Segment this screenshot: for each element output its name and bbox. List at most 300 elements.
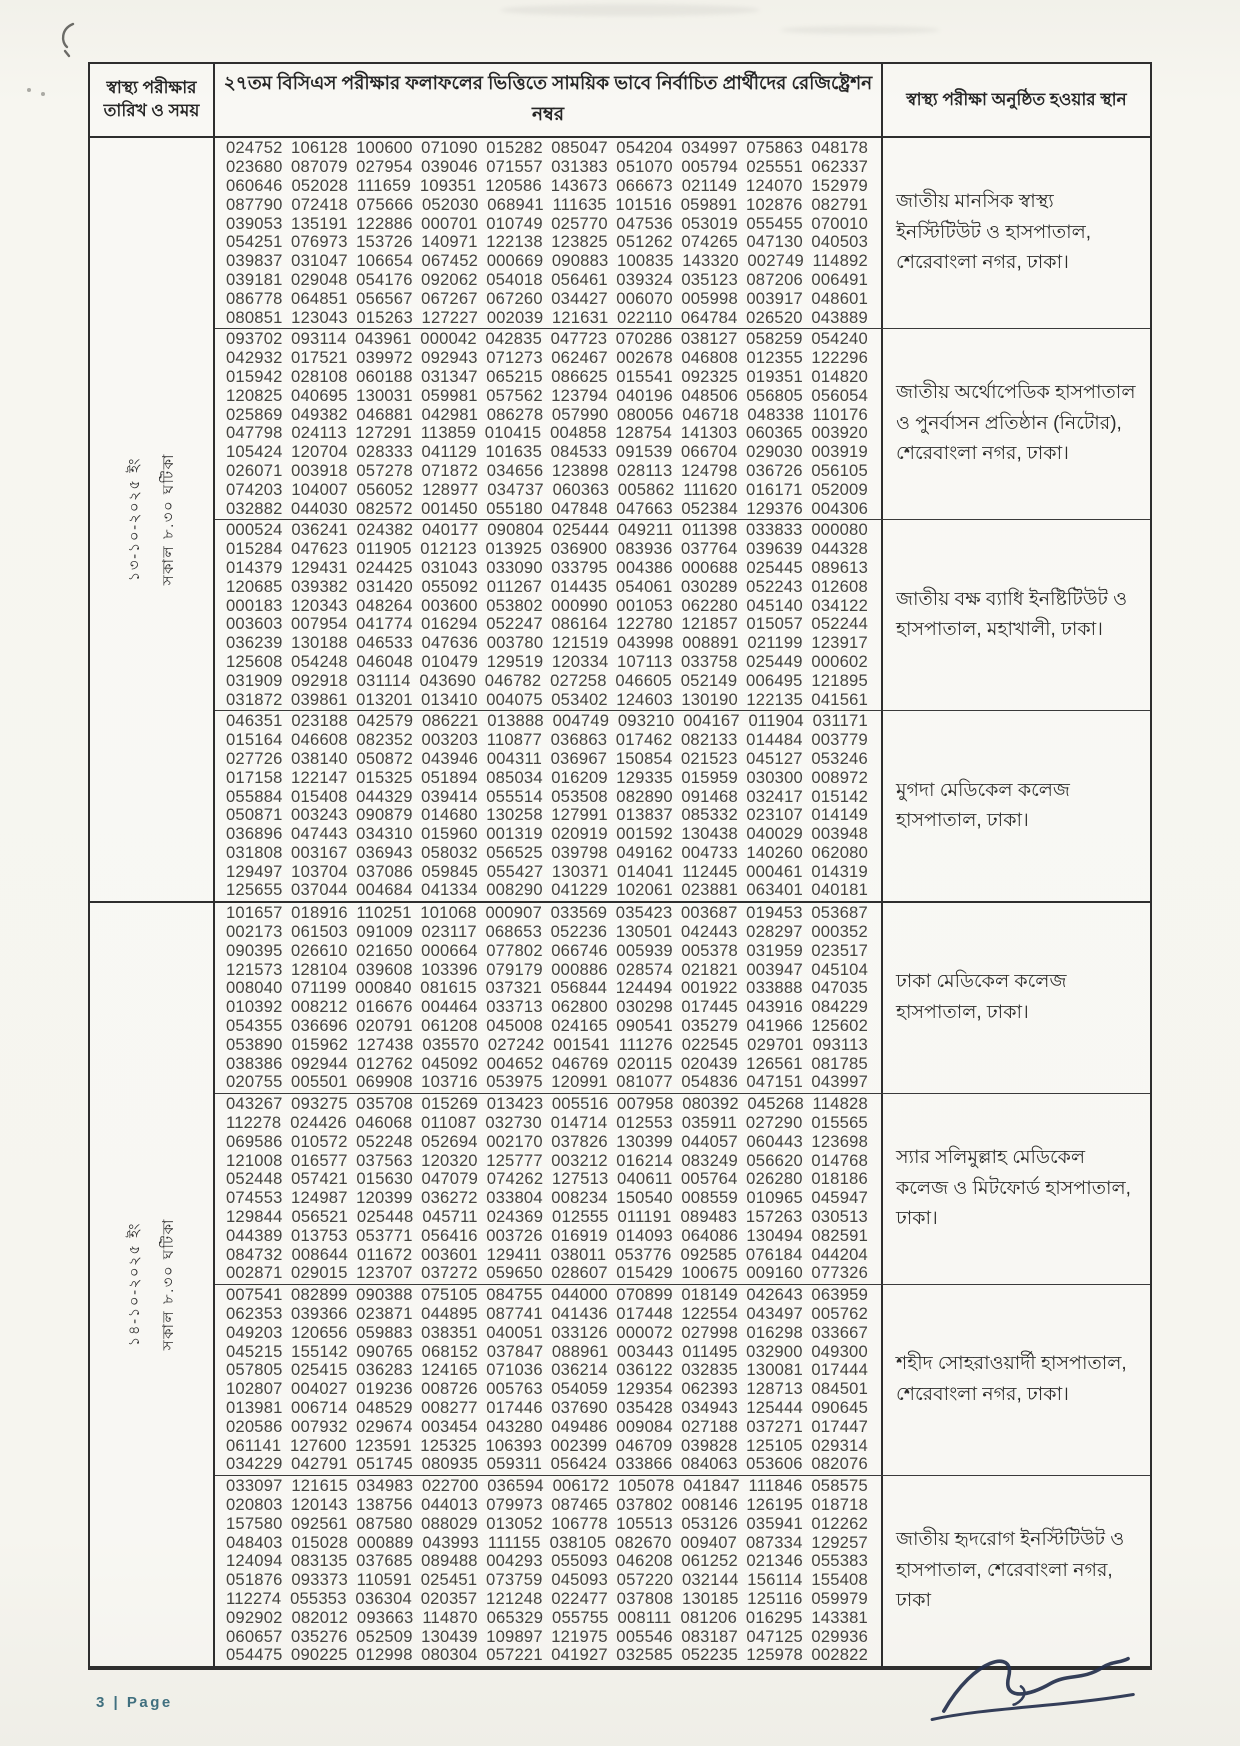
registration-number: 047636 bbox=[421, 633, 479, 653]
registration-number: 016295 bbox=[745, 1607, 803, 1627]
number-row bbox=[215, 1380, 881, 1399]
registration-number: 014093 bbox=[616, 1225, 673, 1245]
number-row bbox=[215, 1477, 881, 1496]
registration-number: 060188 bbox=[356, 366, 413, 386]
number-row bbox=[215, 1361, 881, 1380]
registration-number: 035428 bbox=[616, 1398, 673, 1417]
registration-number: 123825 bbox=[551, 232, 608, 252]
registration-number: 033126 bbox=[551, 1322, 608, 1342]
registration-number: 150540 bbox=[616, 1188, 673, 1208]
registration-number: 004652 bbox=[486, 1053, 544, 1073]
registration-number: 123917 bbox=[811, 633, 868, 653]
registration-number: 010479 bbox=[421, 651, 479, 671]
registration-number: 036239 bbox=[226, 633, 283, 653]
number-row bbox=[215, 1323, 881, 1342]
registration-number: 085332 bbox=[681, 805, 738, 825]
registration-number: 047798 bbox=[226, 423, 283, 443]
registration-number: 060646 bbox=[226, 176, 283, 195]
registration-number: 125105 bbox=[746, 1435, 803, 1455]
number-row bbox=[215, 540, 881, 559]
registration-number: 049203 bbox=[226, 1322, 283, 1342]
registration-number: 004684 bbox=[356, 880, 413, 900]
registration-number: 031383 bbox=[551, 157, 608, 177]
registration-number: 020803 bbox=[226, 1494, 283, 1514]
registration-number: 090765 bbox=[356, 1341, 413, 1361]
registration-number: 121573 bbox=[226, 959, 283, 979]
registration-number: 025551 bbox=[746, 157, 803, 177]
registration-number: 121008 bbox=[226, 1150, 283, 1170]
registration-numbers-grid bbox=[215, 1094, 883, 1284]
number-row bbox=[215, 1646, 881, 1665]
number-row bbox=[215, 923, 881, 942]
registration-number: 005378 bbox=[681, 940, 738, 960]
registration-number: 035276 bbox=[291, 1626, 348, 1646]
registration-number: 090645 bbox=[811, 1398, 868, 1417]
registration-number: 120991 bbox=[551, 1072, 608, 1092]
registration-number: 028607 bbox=[551, 1263, 608, 1283]
registration-number: 000042 bbox=[420, 329, 477, 349]
registration-number: 000664 bbox=[421, 940, 478, 960]
number-row bbox=[215, 139, 881, 158]
registration-number: 062800 bbox=[551, 997, 608, 1017]
registration-number: 069586 bbox=[226, 1131, 283, 1151]
registration-number: 016171 bbox=[746, 479, 803, 499]
registration-number: 092062 bbox=[421, 269, 478, 289]
registration-number: 041927 bbox=[551, 1645, 608, 1665]
registration-number: 040181 bbox=[811, 880, 868, 900]
registration-number: 129431 bbox=[291, 557, 348, 577]
registration-number: 075863 bbox=[746, 138, 803, 158]
registration-number: 020755 bbox=[226, 1072, 283, 1092]
registration-number: 003203 bbox=[421, 730, 479, 750]
registration-number: 047035 bbox=[811, 978, 868, 998]
registration-number: 055180 bbox=[486, 498, 543, 518]
registration-number: 031171 bbox=[812, 711, 868, 731]
registration-number: 041847 bbox=[683, 1476, 740, 1496]
registration-number: 090395 bbox=[226, 940, 283, 960]
registration-number: 128104 bbox=[291, 959, 348, 979]
registration-number: 046782 bbox=[484, 670, 542, 690]
registration-number: 008290 bbox=[486, 880, 543, 900]
registration-number: 036896 bbox=[226, 824, 283, 844]
registration-number: 015269 bbox=[421, 1094, 479, 1114]
registration-number: 083187 bbox=[681, 1626, 738, 1646]
registration-number: 032835 bbox=[681, 1360, 738, 1380]
registration-number: 054204 bbox=[616, 138, 673, 158]
number-row bbox=[215, 1590, 881, 1609]
registration-number: 023871 bbox=[356, 1304, 413, 1324]
registration-number: 081206 bbox=[680, 1607, 738, 1627]
registration-number: 037802 bbox=[616, 1494, 673, 1514]
registration-number: 011672 bbox=[356, 1244, 413, 1264]
registration-number: 064851 bbox=[291, 288, 348, 308]
registration-number: 030513 bbox=[811, 1207, 868, 1227]
registration-number: 040611 bbox=[617, 1169, 673, 1189]
registration-number: 005862 bbox=[617, 479, 675, 499]
number-row bbox=[215, 1189, 881, 1208]
registration-number: 033795 bbox=[551, 557, 608, 577]
registration-number: 013201 bbox=[356, 689, 413, 709]
registration-number: 101657 bbox=[226, 903, 283, 923]
registration-number: 007932 bbox=[291, 1416, 348, 1436]
registration-number: 126561 bbox=[746, 1053, 803, 1073]
registration-number: 059979 bbox=[811, 1588, 868, 1608]
registration-number: 051894 bbox=[421, 767, 478, 787]
registration-number: 002678 bbox=[616, 348, 673, 368]
registration-number: 003600 bbox=[421, 595, 478, 615]
registration-number: 046808 bbox=[681, 348, 738, 368]
registration-number: 031872 bbox=[226, 689, 283, 709]
registration-number: 081785 bbox=[811, 1053, 868, 1073]
registration-number: 110176 bbox=[812, 404, 868, 424]
registration-number: 125116 bbox=[747, 1588, 803, 1608]
registration-number: 143381 bbox=[811, 1607, 868, 1627]
registration-number: 028297 bbox=[746, 922, 803, 942]
registration-number: 034310 bbox=[356, 824, 413, 844]
registration-number: 033804 bbox=[486, 1188, 543, 1208]
number-row bbox=[215, 195, 881, 214]
registration-number: 025449 bbox=[746, 651, 803, 671]
registration-number: 042932 bbox=[226, 348, 283, 368]
number-row bbox=[215, 1114, 881, 1133]
registration-number: 076973 bbox=[291, 232, 348, 252]
registration-number: 087334 bbox=[745, 1532, 803, 1552]
registration-number: 047443 bbox=[291, 824, 348, 844]
registration-number: 053687 bbox=[811, 903, 868, 923]
registration-number: 017448 bbox=[616, 1304, 673, 1324]
registration-number: 024113 bbox=[291, 423, 347, 443]
registration-number: 006172 bbox=[552, 1476, 610, 1496]
registration-number: 043998 bbox=[617, 633, 674, 653]
registration-number: 127291 bbox=[355, 423, 412, 443]
registration-number: 068941 bbox=[487, 194, 544, 214]
registration-number: 015028 bbox=[291, 1532, 349, 1552]
registration-numbers-grid bbox=[215, 138, 883, 328]
registration-number: 120334 bbox=[551, 651, 609, 671]
registration-number: 000886 bbox=[551, 959, 608, 979]
registration-number: 093114 bbox=[291, 329, 347, 349]
registration-number: 004027 bbox=[291, 1379, 348, 1399]
registration-number: 014149 bbox=[811, 805, 868, 825]
number-row bbox=[215, 1608, 881, 1627]
registration-number: 052236 bbox=[550, 922, 608, 942]
registration-number: 056805 bbox=[746, 385, 803, 405]
number-row bbox=[215, 443, 881, 462]
registration-number: 041966 bbox=[746, 1016, 803, 1036]
registration-number: 046208 bbox=[616, 1551, 673, 1571]
number-row bbox=[215, 177, 881, 196]
registration-number: 037690 bbox=[551, 1398, 608, 1417]
registration-number: 019453 bbox=[746, 903, 803, 923]
registration-number: 111155 bbox=[487, 1532, 541, 1552]
registration-number: 031909 bbox=[226, 670, 283, 690]
registration-number: 015960 bbox=[421, 824, 478, 844]
registration-number: 046881 bbox=[356, 404, 413, 424]
registration-number: 021199 bbox=[747, 633, 803, 653]
registration-number: 029701 bbox=[747, 1034, 804, 1054]
registration-number: 008040 bbox=[226, 978, 283, 998]
registration-number: 061208 bbox=[421, 1016, 478, 1036]
number-row bbox=[215, 214, 881, 233]
number-row bbox=[215, 577, 881, 596]
registration-number: 056521 bbox=[291, 1207, 349, 1227]
registration-number: 037563 bbox=[356, 1150, 413, 1170]
number-row bbox=[215, 1073, 881, 1092]
registration-number: 045104 bbox=[811, 959, 868, 979]
registration-number: 047130 bbox=[746, 232, 803, 252]
number-row bbox=[215, 671, 881, 690]
registration-number: 045215 bbox=[226, 1341, 283, 1361]
registration-number: 018186 bbox=[811, 1169, 868, 1189]
number-row bbox=[215, 271, 881, 290]
registration-number: 011267 bbox=[486, 576, 543, 596]
registration-number: 054475 bbox=[226, 1645, 283, 1665]
registration-number: 034943 bbox=[681, 1398, 738, 1417]
registration-number: 003917 bbox=[746, 288, 803, 308]
registration-number: 052248 bbox=[356, 1131, 413, 1151]
venue-label: জাতীয় মানসিক স্বাস্থ্য ইনস্টিটিউট ও হাসপাতাল, শেরেবাংলা নগর, ঢাকা। bbox=[896, 191, 1092, 274]
number-row bbox=[215, 768, 881, 787]
registration-number: 043961 bbox=[355, 329, 412, 349]
registration-number: 059883 bbox=[356, 1322, 413, 1342]
registration-number: 052384 bbox=[681, 498, 738, 518]
registration-number: 123591 bbox=[355, 1435, 412, 1455]
registration-number: 049211 bbox=[617, 520, 674, 540]
registration-number: 017445 bbox=[681, 997, 738, 1017]
registration-number: 015541 bbox=[616, 366, 673, 386]
registration-number: 123898 bbox=[551, 460, 609, 480]
registration-number: 130185 bbox=[681, 1588, 739, 1608]
number-row bbox=[215, 1496, 881, 1515]
registration-number: 035570 bbox=[422, 1034, 479, 1054]
registration-number: 011495 bbox=[682, 1341, 738, 1361]
registration-number: 086221 bbox=[421, 711, 479, 731]
registration-number: 125325 bbox=[420, 1435, 477, 1455]
number-row bbox=[215, 941, 881, 960]
registration-number: 066673 bbox=[616, 176, 673, 195]
registration-number: 111620 bbox=[683, 479, 738, 499]
registration-number: 125655 bbox=[226, 880, 283, 900]
registration-number: 082012 bbox=[291, 1607, 349, 1627]
registration-number: 084755 bbox=[486, 1285, 543, 1305]
registration-number: 100675 bbox=[681, 1263, 738, 1283]
registration-number: 021149 bbox=[681, 176, 738, 195]
registration-number: 042981 bbox=[421, 404, 479, 424]
registration-number: 035708 bbox=[356, 1094, 413, 1114]
registration-number: 093210 bbox=[617, 711, 675, 731]
registration-number: 125978 bbox=[746, 1645, 803, 1665]
registration-number: 082572 bbox=[356, 498, 413, 518]
registration-number: 075105 bbox=[421, 1285, 478, 1305]
registration-number: 077326 bbox=[811, 1263, 868, 1283]
registration-number: 120586 bbox=[485, 176, 542, 195]
registration-number: 004167 bbox=[683, 711, 740, 731]
registration-number: 079179 bbox=[486, 959, 543, 979]
registration-number: 014680 bbox=[421, 805, 478, 825]
number-row bbox=[215, 1017, 881, 1036]
registration-number: 092585 bbox=[680, 1244, 738, 1264]
registration-number: 057421 bbox=[291, 1169, 348, 1189]
registration-number: 032730 bbox=[485, 1113, 542, 1133]
registration-number: 047663 bbox=[616, 498, 673, 518]
registration-number: 013052 bbox=[486, 1513, 543, 1533]
registration-number: 000889 bbox=[356, 1532, 414, 1552]
registration-number: 053890 bbox=[226, 1034, 283, 1054]
number-row bbox=[215, 1627, 881, 1646]
registration-number: 006491 bbox=[811, 269, 868, 289]
registration-number: 035123 bbox=[681, 269, 738, 289]
registration-number: 010392 bbox=[226, 997, 283, 1017]
registration-number: 000907 bbox=[485, 903, 543, 923]
number-row bbox=[215, 1208, 881, 1227]
registration-number: 023117 bbox=[421, 922, 477, 942]
registration-number: 042791 bbox=[291, 1454, 348, 1474]
registration-number: 030300 bbox=[746, 767, 803, 787]
registration-number: 071199 bbox=[291, 978, 347, 998]
registration-number: 073759 bbox=[486, 1570, 543, 1590]
registration-number: 044329 bbox=[356, 786, 413, 806]
registration-number: 051262 bbox=[616, 232, 673, 252]
number-row bbox=[215, 1170, 881, 1189]
registration-number: 082591 bbox=[811, 1225, 868, 1245]
registration-number: 000701 bbox=[421, 213, 478, 233]
registration-number: 049162 bbox=[616, 842, 673, 862]
registration-number: 015962 bbox=[291, 1034, 349, 1054]
registration-number: 127991 bbox=[551, 805, 608, 825]
registration-number: 015959 bbox=[681, 767, 738, 787]
registration-number: 000183 bbox=[226, 595, 283, 615]
registration-number: 001922 bbox=[680, 978, 738, 998]
registration-number: 013981 bbox=[226, 1398, 283, 1417]
registration-number: 040503 bbox=[811, 232, 868, 252]
registration-number: 039382 bbox=[291, 576, 348, 596]
registration-number: 024165 bbox=[551, 1016, 608, 1036]
registration-number: 010415 bbox=[484, 423, 542, 443]
registration-number: 120320 bbox=[421, 1150, 478, 1170]
registration-number: 003947 bbox=[746, 959, 803, 979]
registration-number: 062393 bbox=[681, 1379, 738, 1399]
registration-number: 047723 bbox=[550, 329, 608, 349]
registration-number: 127513 bbox=[551, 1169, 609, 1189]
registration-number: 031808 bbox=[226, 842, 283, 862]
registration-number: 000602 bbox=[811, 651, 868, 671]
number-row bbox=[215, 1455, 881, 1474]
registration-number: 017444 bbox=[811, 1360, 868, 1380]
registration-number: 003780 bbox=[486, 633, 544, 653]
registration-number: 051876 bbox=[226, 1570, 283, 1590]
registration-number: 084229 bbox=[811, 997, 868, 1017]
registration-number: 090225 bbox=[291, 1645, 348, 1665]
registration-number: 039053 bbox=[226, 213, 283, 233]
registration-number: 014379 bbox=[226, 557, 283, 577]
registration-number: 014041 bbox=[617, 861, 674, 881]
registration-number: 087580 bbox=[356, 1513, 413, 1533]
number-row bbox=[215, 462, 881, 481]
registration-number: 082352 bbox=[356, 730, 413, 750]
registration-number: 008111 bbox=[617, 1607, 672, 1627]
registration-number: 037826 bbox=[551, 1131, 608, 1151]
registration-number: 001592 bbox=[616, 824, 673, 844]
registration-number: 087790 bbox=[226, 194, 283, 214]
registration-number: 071273 bbox=[486, 348, 543, 368]
registration-number: 085047 bbox=[551, 138, 608, 158]
registration-number: 024382 bbox=[356, 520, 414, 540]
registration-table bbox=[88, 62, 1152, 1670]
number-row bbox=[215, 690, 881, 709]
registration-number: 026280 bbox=[746, 1169, 803, 1189]
number-row bbox=[215, 158, 881, 177]
registration-number: 002399 bbox=[550, 1435, 608, 1455]
registration-number: 059845 bbox=[421, 861, 479, 881]
registration-number: 027726 bbox=[226, 748, 283, 768]
registration-number: 014435 bbox=[550, 576, 608, 596]
section-2 bbox=[90, 901, 1150, 1666]
number-row bbox=[215, 1286, 881, 1305]
registration-number: 024425 bbox=[356, 557, 413, 577]
registration-number: 038127 bbox=[680, 329, 738, 349]
registration-number: 155142 bbox=[291, 1341, 348, 1361]
registration-number: 023188 bbox=[291, 711, 348, 731]
registration-number: 150854 bbox=[615, 748, 673, 768]
registration-number: 122554 bbox=[681, 1304, 738, 1324]
registration-number: 087465 bbox=[551, 1494, 608, 1514]
registration-number: 003443 bbox=[617, 1341, 674, 1361]
registration-number: 092902 bbox=[226, 1607, 283, 1627]
registration-number: 027998 bbox=[681, 1322, 738, 1342]
number-row bbox=[215, 1264, 881, 1283]
registration-number: 034122 bbox=[811, 595, 868, 615]
registration-number: 129411 bbox=[486, 1244, 542, 1264]
number-row bbox=[215, 499, 881, 518]
registration-number: 053802 bbox=[486, 595, 543, 615]
number-row bbox=[215, 233, 881, 252]
registration-number: 086625 bbox=[551, 366, 608, 386]
registration-number: 017447 bbox=[811, 1416, 868, 1436]
registration-number: 006714 bbox=[291, 1398, 348, 1417]
registration-number: 059650 bbox=[486, 1263, 543, 1283]
registration-number: 016209 bbox=[551, 767, 608, 787]
registration-number: 082791 bbox=[811, 194, 868, 214]
registration-number: 060363 bbox=[552, 479, 610, 499]
registration-number: 007958 bbox=[617, 1094, 674, 1114]
registration-number: 111846 bbox=[748, 1476, 803, 1496]
section-body-0 bbox=[215, 138, 1150, 901]
registration-number: 043993 bbox=[422, 1532, 479, 1552]
registration-number: 070286 bbox=[615, 329, 673, 349]
registration-number: 032900 bbox=[746, 1341, 803, 1361]
registration-number: 156114 bbox=[747, 1570, 803, 1590]
registration-number: 034229 bbox=[226, 1454, 283, 1474]
registration-number: 041561 bbox=[811, 689, 868, 709]
registration-number: 042443 bbox=[680, 922, 738, 942]
registration-number: 112445 bbox=[682, 861, 738, 881]
registration-number: 031959 bbox=[746, 940, 803, 960]
registration-number: 022700 bbox=[421, 1476, 479, 1496]
registration-number: 067267 bbox=[421, 288, 478, 308]
registration-number: 029048 bbox=[291, 269, 348, 289]
registration-number: 055514 bbox=[486, 786, 543, 806]
venue-block bbox=[215, 519, 1150, 710]
registration-number: 127227 bbox=[421, 307, 479, 327]
registration-number: 022110 bbox=[617, 307, 673, 327]
registration-number: 068152 bbox=[421, 1341, 479, 1361]
number-row bbox=[215, 1226, 881, 1245]
registration-number: 060443 bbox=[746, 1131, 803, 1151]
registration-number: 040051 bbox=[486, 1322, 543, 1342]
registration-number: 090541 bbox=[616, 1016, 673, 1036]
number-row bbox=[215, 787, 881, 806]
registration-number: 025415 bbox=[291, 1360, 348, 1380]
